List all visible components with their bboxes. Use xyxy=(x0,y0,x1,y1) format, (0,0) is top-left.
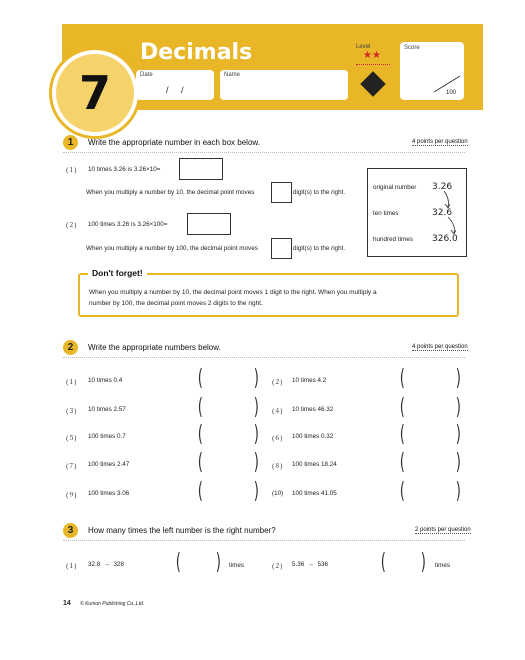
q2-item-label: (２) xyxy=(272,379,283,386)
q2-item-label: (４) xyxy=(272,408,283,415)
page-title: Decimals xyxy=(140,40,253,65)
score-box[interactable] xyxy=(400,42,464,100)
dont-forget-box xyxy=(78,273,459,317)
q2-answer-field[interactable] xyxy=(204,400,250,420)
q2-close-paren: ) xyxy=(253,366,259,391)
side-row1-label: original number xyxy=(373,184,417,191)
q2-item-text: 10 times 0.4 xyxy=(88,377,123,384)
q3-item2-unit: times xyxy=(435,562,451,569)
level-label: Level xyxy=(356,44,371,50)
q1-part2-text: 100 times 3.26 is 3.26×100= xyxy=(88,221,168,228)
q2-open-paren: ( xyxy=(399,395,405,420)
decimal-shift-arrows xyxy=(368,169,466,256)
q2-close-paren: ) xyxy=(253,395,259,420)
q3-item2-close-paren: ) xyxy=(420,550,426,575)
q2-open-paren: ( xyxy=(399,366,405,391)
q2-item-text: 10 times 4.2 xyxy=(292,377,327,384)
q1-part2-digit-box[interactable] xyxy=(271,238,292,259)
q2-item-text: 100 times 0.32 xyxy=(292,433,334,440)
question-3-points: 2 points per question xyxy=(415,527,471,533)
q2-open-paren: ( xyxy=(399,450,405,475)
q2-item-label: (６) xyxy=(272,435,283,442)
question-2-number: 2 xyxy=(63,340,78,355)
q2-item-text: 100 times 3.06 xyxy=(88,490,130,497)
dont-forget-line2: number by 100, the decimal point moves 2 digits to the right. xyxy=(89,300,263,307)
question-2-rule xyxy=(63,357,465,358)
q2-open-paren: ( xyxy=(197,479,203,504)
q2-item-label: (10) xyxy=(272,490,284,497)
q3-item1-text: 32.8 → 328 xyxy=(88,561,125,568)
side-row2-value: 32.6 xyxy=(432,208,453,218)
q1-part2-answer-box[interactable] xyxy=(187,213,231,235)
q2-open-paren: ( xyxy=(399,479,405,504)
q3-item1-close-paren: ) xyxy=(215,550,221,575)
q2-item-text: 100 times 18.24 xyxy=(292,461,337,468)
q3-item2-answer[interactable] xyxy=(387,554,419,574)
q3-item2-text: 5.36 → 536 xyxy=(292,561,329,568)
q2-item-label: (５) xyxy=(66,435,77,442)
q2-answer-field[interactable] xyxy=(406,371,452,391)
q2-open-paren: ( xyxy=(399,422,405,447)
q2-answer-field[interactable] xyxy=(204,371,250,391)
q2-item-label: (９) xyxy=(66,492,77,499)
question-1-number: 1 xyxy=(63,135,78,150)
q3-item1-label: (１) xyxy=(66,563,77,570)
q3-item2-open-paren: ( xyxy=(380,550,386,575)
question-1-points: 4 points per question xyxy=(412,139,468,145)
q2-answer-field[interactable] xyxy=(204,455,250,475)
q2-close-paren: ) xyxy=(455,395,461,420)
level-stars: ★★ xyxy=(363,50,381,61)
place-value-box xyxy=(367,168,467,257)
q2-answer-field[interactable] xyxy=(204,484,250,504)
q2-item-label: (８) xyxy=(272,463,283,470)
q2-item-text: 10 times 46.32 xyxy=(292,406,334,413)
q2-answer-field[interactable] xyxy=(406,455,452,475)
q2-item-text: 10 times 2.57 xyxy=(88,406,126,413)
dont-forget-line1: When you multiply a number by 10, the decimal point moves 1 digit to the right. When you multiply a xyxy=(89,289,377,296)
side-row2-label: ten times xyxy=(373,210,399,217)
side-row3-value: 326.0 xyxy=(432,234,458,244)
q2-answer-field[interactable] xyxy=(406,400,452,420)
q1-part2-label: (２) xyxy=(66,222,77,229)
q3-item1-open-paren: ( xyxy=(175,550,181,575)
q2-answer-field[interactable] xyxy=(406,427,452,447)
q2-item-label: (３) xyxy=(66,408,77,415)
q1-part2-hint: When you multiply a number by 100, the decimal point moves xyxy=(86,245,258,252)
q2-open-paren: ( xyxy=(197,395,203,420)
name-label: Name xyxy=(224,72,241,78)
date-field[interactable] xyxy=(136,70,214,100)
question-3-number: 3 xyxy=(63,523,78,538)
q1-part1-text: 10 times 3.26 is 3.26×10= xyxy=(88,166,161,173)
q2-close-paren: ) xyxy=(253,479,259,504)
q2-item-label: (１) xyxy=(66,379,77,386)
question-3-heading: How many times the left number is the right number? xyxy=(88,526,276,535)
name-field[interactable] xyxy=(220,70,348,100)
q1-part1-hint-end: digit(s) to the right. xyxy=(293,189,346,196)
q2-item-text: 100 times 41.05 xyxy=(292,490,337,497)
q3-item1-answer[interactable] xyxy=(182,554,214,574)
level-dots xyxy=(356,64,390,65)
question-3-rule xyxy=(63,540,465,541)
copyright: © Kumon Publishing Co.,Ltd. xyxy=(80,601,145,607)
q2-close-paren: ) xyxy=(253,450,259,475)
q2-close-paren: ) xyxy=(253,422,259,447)
question-1-rule xyxy=(63,152,465,153)
q2-item-label: (７) xyxy=(66,463,77,470)
q2-answer-field[interactable] xyxy=(406,484,452,504)
q1-part1-hint: When you multiply a number by 10, the decimal point moves xyxy=(86,189,255,196)
q2-close-paren: ) xyxy=(455,450,461,475)
side-row3-label: hundred times xyxy=(373,236,413,243)
q2-open-paren: ( xyxy=(197,422,203,447)
side-row1-value: 3.26 xyxy=(432,182,453,192)
q2-close-paren: ) xyxy=(455,422,461,447)
q3-item2-label: (２) xyxy=(272,563,283,570)
q2-open-paren: ( xyxy=(197,366,203,391)
q2-item-text: 100 times 2.47 xyxy=(88,461,130,468)
q2-close-paren: ) xyxy=(455,366,461,391)
date-value: / / xyxy=(166,85,184,95)
dont-forget-title: Don't forget! xyxy=(88,268,147,278)
q1-part1-digit-box[interactable] xyxy=(271,182,292,203)
q1-part1-label: (１) xyxy=(66,167,77,174)
q1-part1-answer-box[interactable] xyxy=(179,158,223,180)
q1-part2-hint-end: digit(s) to the right. xyxy=(293,245,346,252)
question-1-heading: Write the appropriate number in each box below. xyxy=(88,138,260,147)
score-max: 100 xyxy=(446,90,457,96)
q3-item1-unit: times xyxy=(229,562,245,569)
page-number: 14 xyxy=(63,600,71,607)
question-2-points: 4 points per question xyxy=(412,344,468,350)
q2-answer-field[interactable] xyxy=(204,427,250,447)
q2-open-paren: ( xyxy=(197,450,203,475)
date-label: Date xyxy=(140,72,153,78)
q2-close-paren: ) xyxy=(455,479,461,504)
score-label: Score xyxy=(404,45,420,51)
unit-number: 7 xyxy=(52,50,138,136)
question-2-heading: Write the appropriate numbers below. xyxy=(88,343,221,352)
q2-item-text: 100 times 0.7 xyxy=(88,433,126,440)
